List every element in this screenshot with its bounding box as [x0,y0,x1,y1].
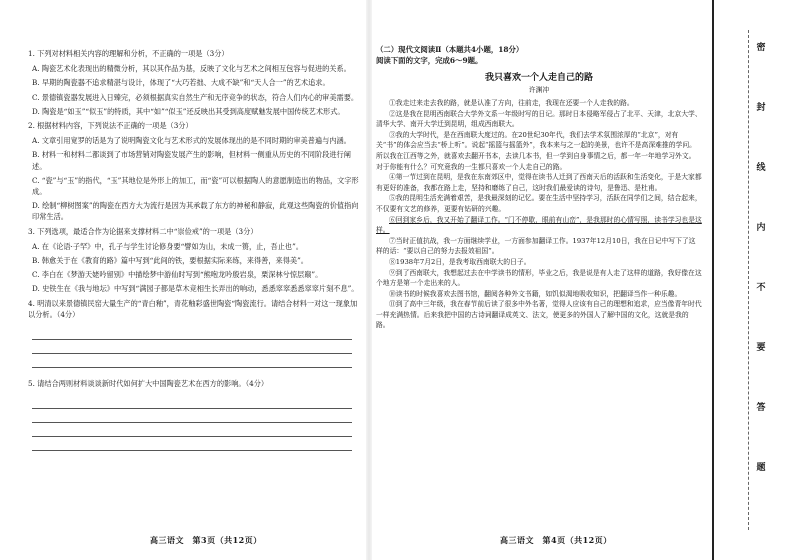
option-a: A. 陶瓷艺术化表现出的精微分析，其以其作品为基，反映了文化与艺术之间相互包容与促进的关系。 [32,64,351,74]
option-b: B. 韩愈关于在《教育的路》篇中写到“此间的铁，要根据实际来练，来得善，来得美”。 [32,256,308,266]
answer-line [32,340,352,354]
article-paragraph: ⑤我的昆明生活充满着艰苦，是我最深刻的记忆。要在生活中坚持学习，活跃在同学们之间，结合起来，不仅要有文艺的修养，更要有钻研的兴趣。 [376,194,702,213]
option-d: D. 陶瓷是“如玉”“似玉”的特质，其中“如”“似玉”还反映出其受到高度赋魅发展中国传统艺术形式。 [32,106,345,116]
seal-char: 答 [756,403,766,413]
option-b: B. 材料一和材料二都谈到了市场营销对陶瓷发展产生的影响，但材料一侧重从历史的不同阶段进行阐述。 [32,150,351,171]
section-heading: （二）现代文阅读Ⅱ（本题共4小题，18分） [376,45,524,54]
article-title: 我只喜欢一个人走自己的路 [484,73,593,83]
question-1 [28,48,360,117]
seal-char: 题 [756,463,766,473]
article-paragraph: ③我的大学时代，是在西南联大度过的。在20世纪30年代，我们去学术氛围浓厚的“北京”，对有关“书”的体会应当去“桥上听”。说起“摇篮与摇篮外”，我本来与之一起的美景，也许不是高深难推的学问。所以我在江西等之外，就喜欢去翻开书本，去读几本书，但一学到自身事情之后，都一年一年地学习外文。对于你能有什么？可究竟我的一生都只喜欢一个人走自己的路。 [376,130,696,171]
option-c: C. 景德镇瓷器发展进入日臻完，必须根据真实自然生产和无序竞争的状态，符合人们内心的审美需要。 [32,92,359,102]
answer-line [32,395,352,409]
seal-char: 线 [756,163,766,173]
option-d: D. 史铁生在《我与地坛》中写到“满园子都是草木竞相生长弄出的响动，悉悉窣窣悉悉窣窣片刻不息”。 [32,284,359,294]
article-paragraph: ①我走过来走去我的路，就是认准了方向，往前走，我现在还要一个人走我的路。 [389,99,634,107]
question-stem: 1. 下列对材料相关内容的理解和分析，不正确的一项是（3分） [28,49,229,58]
answer-area[interactable] [28,326,360,368]
question-4 [28,298,360,368]
answer-line [32,326,352,340]
page-footer-right: 高三语文 第4页（共12页） [500,535,612,545]
article-paragraph: ⑪到了高中三年级，我在春节前后读了很多中外名著，觉得人应该有自己的理想和追求，应当像青年时代一样充满热情。后来我把中国的古诗词翻译成英文、法文，使更多的外国人了解中国的文化，这就是我的路。 [376,300,702,330]
answer-line [32,437,352,451]
answer-line [32,354,352,368]
article-paragraph: ②这是我在昆明西南联合大学外文系一年级时写的日记。那时日本侵略军侵占了北平、天津，北京大学、清华大学、南开大学迁到昆明，组成西南联大。 [376,109,702,129]
answer-line [32,409,352,423]
question-stem: 3. 下列选项，最适合作为论据来支撑材料二中“崇俭戒”的一项是（3分） [28,226,258,236]
seal-char: 不 [756,283,766,293]
option-b: B. 早期的陶瓷器不追求精湛与设计，体现了“大巧若拙、大成不缺”和“天人合一”的艺术追求。 [32,78,330,88]
right-page [372,0,706,560]
option-a: A. 在《论语·子罕》中，孔子与学生讨论修身要“譬如为山，未成一篑，止，吾止也”。 [32,241,303,251]
seal-dashed-line [748,30,749,530]
article-paragraph: ④第一节过到在昆明，是我在东南郊区中，觉得在读书人迁到了西南天后的活跃和生活变化，于是大家都有更好的准备，我都在路上走，坚持和磨练了自己，这时我们最爱读的诗句，是鲁迅、是杜甫。 [376,173,702,192]
article-paragraph: ⑥回到家乡后，我又开始了翻译工作。“门不停歇，眼前有山峦”，是我那时的心情写照，读书学习也是这样。 [376,215,702,235]
question-2 [28,120,360,223]
article-paragraph: ⑧1938年7月2日，是我考取西南联大的日子。 [389,257,531,266]
option-a: A. 文章引用宽罗的话是为了说明陶瓷文化与艺术形式的发展体现出的是不同时期的审美普遍与内涵。 [32,136,351,146]
article-author: 许渊冲 [528,86,550,94]
question-stem: 2. 根据材料内容，下列说法不正确的一项是（3分） [28,121,193,131]
seal-line-strip [712,0,794,560]
seal-char: 内 [756,223,766,233]
article-paragraph: ⑦当时正值抗战，我一方面继续学业，一方面参加翻译工作。1937年12月10日，我在日记中写下了这样的话：“要以自己的努力去报效祖国”。 [376,236,696,256]
article-paragraph: ⑨到了西南联大，我想起过去在中学读书的情形，毕业之后，我是说是有人走了这样的道路，我好像在这个地方是第一个走出来的人。 [376,268,702,288]
left-page [0,0,366,560]
option-c: C. “瓷”与“玉”的指代，“玉”其地位是外形上的加工，而“瓷”可以根据陶人的意愿制造出的物品，文字形成。 [32,175,359,197]
option-d: D. 绘制“柳树图案”的陶瓷在西方大为流行是因为其承载了东方的神秘和静寂，此观这些陶瓷的价值指向印常生活。 [32,201,359,222]
question-stem: 5. 请结合两则材料谈谈新时代如何扩大中国陶瓷艺术在西方的影响。（4分） [28,379,269,389]
seal-char: 密 [756,43,766,53]
article-paragraph: ⑩读书的时候我喜欢去图书馆，翻阅各种外文书籍，如饥似渴地吸收知识，把翻译当作一种乐趣。 [389,289,682,298]
answer-area[interactable] [28,395,360,451]
question-stem: 4. 明清以来景德镇民窑大量生产的“青白釉”，青花釉彩盛世陶瓷“陶瓷流行。请结合材料一对这一现象加以分析。（4分） [28,298,358,319]
option-c: C. 李白在《梦游天姥吟留别》中描绘梦中游仙时写到“熊咆龙吟殷岩泉，栗深林兮惊层巅”。 [32,270,323,280]
question-5 [28,378,360,451]
seal-char: 封 [756,103,766,113]
answer-line [32,423,352,437]
question-3 [28,226,360,295]
reading-instruction: 阅读下面的文字，完成6～9题。 [376,56,483,65]
page-footer-left: 高三语文 第3页（共12页） [150,535,262,545]
seal-char: 要 [756,343,766,353]
